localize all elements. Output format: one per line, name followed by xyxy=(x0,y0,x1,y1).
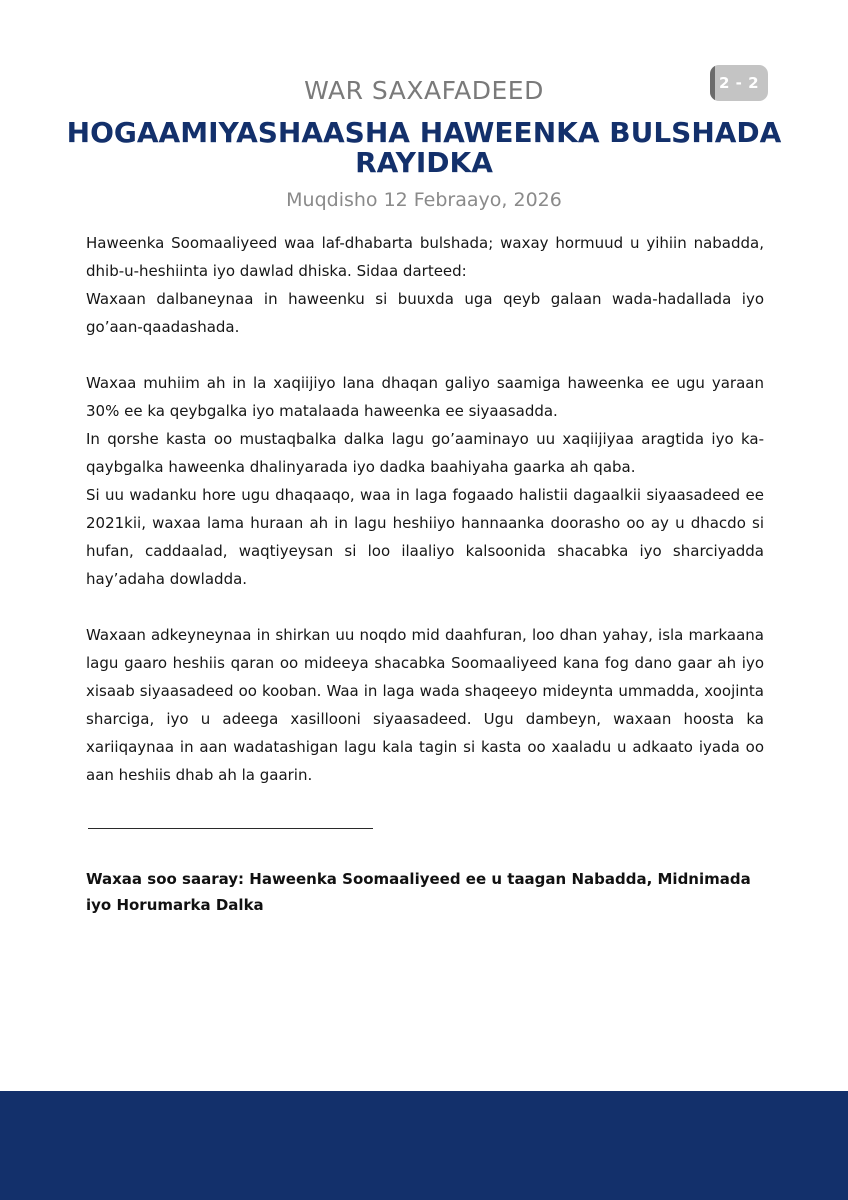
signature-divider xyxy=(88,828,373,829)
paragraph: Waxaan dalbaneynaa in haweenku si buuxda uga qeyb galaan wada-hadallada iyo go’aan-qaadashada. xyxy=(86,290,764,336)
body-text xyxy=(86,229,764,789)
document-type-label: WAR SAXAFADEED xyxy=(304,76,544,105)
issued-by-credit: Waxaa soo saaray: Haweenka Soomaaliyeed ee u taagan Nabadda, Midnimada iyo Horumarka Dalka xyxy=(86,870,751,914)
footer-band xyxy=(0,1091,848,1200)
paragraph: Si uu wadanku hore ugu dhaqaaqo, waa in laga fogaado halistii dagaalkii siyaasadeed ee 2021kii, waxaa lama huraan ah in lagu heshiiyo hannaanka doorasho oo ay u dhacdo si hufan, caddaalad, waqtiyeysan si loo ilaaliyo kalsoonida shacabka iyo sharciyadda hay’adaha dowladda. xyxy=(86,486,764,588)
page-number-badge: 2 - 2 xyxy=(710,65,768,101)
paragraph-gap xyxy=(86,593,764,621)
dateline: Muqdisho 12 Febraayo, 2026 xyxy=(286,189,562,211)
paragraph: In qorshe kasta oo mustaqbalka dalka lagu go’aaminayo uu xaqiijiyaa aragtida iyo ka-qaybgalka haweenka dhalinyarada iyo dadka baahiyaha gaarka ah qaba. xyxy=(86,430,764,476)
headline: HOGAAMIYASHAASHA HAWEENKA BULSHADA RAYIDKA xyxy=(66,116,782,179)
paragraph: Waxaa muhiim ah in la xaqiijiyo lana dhaqan galiyo saamiga haweenka ee ugu yaraan 30% ee ka qeybgalka iyo matalaada haweenka ee siyaasadda. xyxy=(86,374,764,420)
paragraph: Haweenka Soomaaliyeed waa laf-dhabarta bulshada; waxay hormuud u yihiin nabadda, dhib-u-heshiinta iyo dawlad dhiska. Sidaa darteed: xyxy=(86,234,764,280)
paragraph: Waxaan adkeyneynaa in shirkan uu noqdo mid daahfuran, loo dhan yahay, isla markaana lagu gaaro heshiis qaran oo mideeya shacabka Soomaaliyeed kana fog dano gaar ah iyo xisaab siyaasadeed oo kooban. Waa in laga wada shaqeeyo mideynta ummadda, xoojinta sharciga, iyo u adeega xasillooni siyaasadeed. Ugu dambeyn, waxaan hoosta ka xariiqaynaa in aan wadatashigan lagu kala tagin si kasta oo xaaladu u adkaato iyada oo aan heshiis dhab ah la gaarin. xyxy=(86,626,764,784)
paragraph-gap xyxy=(86,341,764,369)
